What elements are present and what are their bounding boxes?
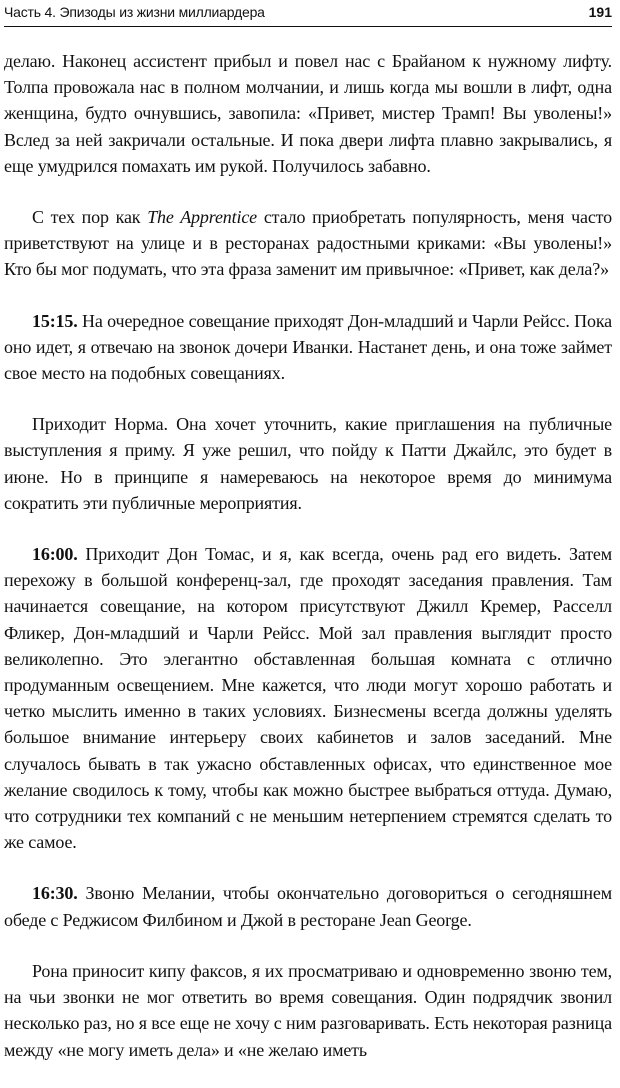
time-mark: 15:15. bbox=[32, 310, 78, 331]
paragraph-2: С тех пор как The Apprentice стало приобретать популярность, меня часто приветствуют на улице и в ресторанах радостными криками: «Вы уволены!» Кто бы мог подумать, что эта фраза заменит им привычное: «Привет, как дела?» bbox=[4, 207, 612, 280]
paragraph-3: 15:15. На очередное совещание приходят Дон-младший и Чарли Рейсс. Пока оно идет, я отвечаю на звонок дочери Иванки. Настанет день, и она тоже займет свое место на подобных совещаниях. bbox=[4, 310, 612, 384]
body-text bbox=[4, 48, 612, 1088]
paragraph-4: Приходит Норма. Она хочет уточнить, какие приглашения на публичные выступления я приму. Я уже решил, что пойду к Патти Джайлс, это будет в июне. Но в принципе я намереваюсь на некоторое время до минимума сократить эти публичные мероприятия. bbox=[4, 414, 612, 513]
chapter-title: Часть 4. Эпизоды из жизни миллиардера bbox=[4, 4, 265, 20]
page-number: 191 bbox=[588, 4, 612, 20]
paragraph-7: Рона приносит кипу факсов, я их просматриваю и одновременно звоню тем, на чьи звонки не мог ответить во время совещания. Один подрядчик звонил несколько раз, но я все еще не хочу с ним разговаривать. Есть некоторая разница между «не могу иметь дела» и «не желаю иметь bbox=[4, 960, 612, 1060]
paragraph-6: 16:30. Звоню Мелании, чтобы окончательно договориться о сегодняшнем обеде с Реджисом Филбином и Джой в ресторане Jean George. bbox=[4, 883, 612, 930]
header-rule bbox=[4, 26, 612, 27]
show-title: The Apprentice bbox=[147, 207, 258, 228]
time-mark: 16:30. bbox=[32, 883, 78, 904]
time-mark: 16:00. bbox=[32, 544, 78, 565]
paragraph-1: делаю. Наконец ассистент прибыл и повел нас с Брайаном к нужному лифту. Толпа провожала нас в полном молчании, и лишь когда мы вошли в лифт, одна женщина, будто очнувшись, завопила: «Привет, мистер Трамп! Вы уволены!» Вслед за ней закричали остальные. И пока двери лифта плавно закрывались, я еще умудрился помахать им рукой. Получилось забавно. bbox=[4, 51, 612, 176]
running-header bbox=[4, 2, 612, 24]
paragraph-5: 16:00. Приходит Дон Томас, и я, как всегда, очень рад его видеть. Затем перехожу в большой конференц-зал, где проходят заседания правления. Там начинается совещание, на котором присутствуют Джилл Кремер, Расселл Фликер, Дон-младший и Чарли Рейсс. Мой зал правления выглядит просто великолепно. Это элегантно обставленная большая комната с отлично продуманным освещением. Мне кажется, что люди могут хорошо работать и четко мыслить именно в таких условиях. Бизнесмены всегда должны уделять большое внимание интерьеру своих кабинетов и залов заседаний. Мне случалось бывать в так ужасно обставленных офисах, что единственное мое желание сводилось к тому, чтобы как можно быстрее выбраться оттуда. Думаю, что сотрудники тех компаний с не меньшим нетерпением стремятся сделать то же самое. bbox=[4, 544, 612, 853]
